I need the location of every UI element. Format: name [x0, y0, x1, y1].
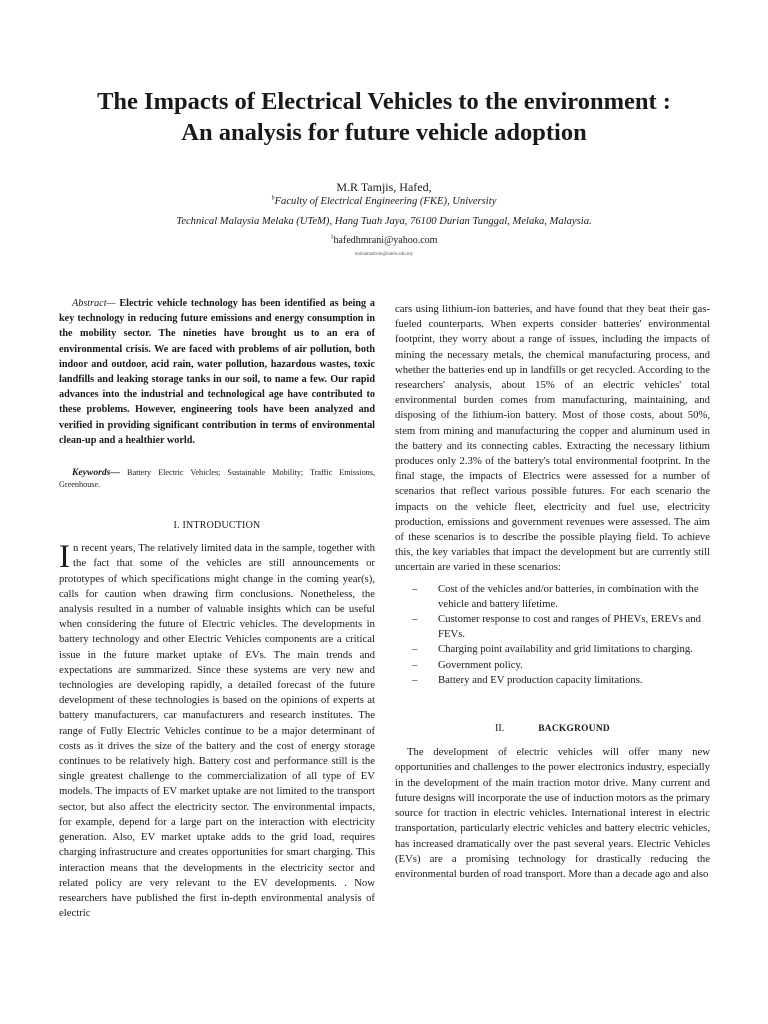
list-item-text: Battery and EV production capacity limitations.	[438, 673, 643, 686]
dash-marker: –	[412, 613, 418, 626]
background-text: The development of electric vehicles will offer many new opportunities and challenges to the power electronics industry, especially in the development of the main traction motor drive. Many current and future designs will incorporate the use of induction motors as the primary source for traction in electric vehicles. International interest in electric transportation, particularly electric vehicles and battery electric vehicles, has increased dramatically over the past several years. Electric Vehicles (EVs) are a promising technology for drastically reducing the environmental burden of road transport. More than a decade ago and also	[395, 746, 710, 880]
email-superscript: 1	[330, 234, 334, 241]
section-title: BACKGROUND	[538, 724, 610, 735]
list-item-text: Cost of the vehicles and/or batteries, in combination with the vehicle and battery lifetime.	[438, 582, 699, 610]
right-column	[395, 302, 710, 882]
list-item-text: Customer response to cost and ranges of PHEVs, EREVs and FEVs.	[438, 613, 701, 641]
abstract-paragraph	[59, 296, 375, 448]
list-item	[395, 658, 710, 673]
scenario-variables-list	[395, 582, 710, 688]
affiliation-line-2: Technical Malaysia Melaka (UTeM), Hang Tuah Jaya, 76100 Durian Tunggal, Melaka, Malaysia.	[176, 216, 592, 227]
secondary-email: mohamadrom@utem.edu.my	[354, 252, 414, 257]
affiliation-superscript: b	[271, 195, 275, 202]
email-address: hafedhmrani@yahoo.com	[333, 235, 438, 246]
introduction-text: In recent years, The relatively limited data in the sample, together with the fact that some of the vehicles are still announcements or prototypes of which specifications might change in the coming year(s), calls for caution when drawing firm conclusions. Nonetheless, the analysis resulted in a number of valuable insights which can be useful when considering the future of Electric vehicles. The developments in battery technology and other Electric Vehicles components are a critical issue in the future market uptake of EVs. The main trends and expectations are summarized. Since these systems are very new and technologies are developing rapidly, a detailed forecast of the future development of these technologies is based on the opinions of experts at battery manufacturers, car manufacturers and research institutes. The range of Fully Electric Vehicles continue to be a major determinant of costs as it drives the size of the battery and the cost of energy storage continues to be relatively high. Battery cost and performance still is the single greatest challenge to the commercialization of all type of EV models. The impacts of EV market uptake are not limited to the transport sector, but also affect the electricity sector. The environmental impacts, for example, depend for a large part on the interaction with electricity generation. Also, EV market uptake adds to the grid load, requires charging infrastructure and creates opportunities for smart charging. This interaction means that the developments in the electricity sector and related policy are very relevant to the EV developments. . Now researchers have published the first in-depth environmental analysis of electric	[59, 539, 375, 920]
dash-marker: –	[412, 582, 418, 595]
left-column	[59, 296, 375, 921]
section-heading-background	[395, 721, 710, 737]
dash-marker: –	[412, 658, 418, 671]
list-item-text: Government policy.	[438, 658, 523, 671]
title-line-1: The Impacts of Electrical Vehicles to the environment :	[97, 88, 671, 115]
list-item	[395, 673, 710, 688]
author-email	[0, 235, 768, 246]
keywords-paragraph	[59, 467, 375, 491]
keywords-text: Battery Electric Vehicles; Sustainable Mobility; Traffic Emissions, Greenhouse.	[59, 468, 375, 490]
section-heading-introduction: I. INTRODUCTION	[173, 520, 261, 532]
section-number: II.	[495, 723, 505, 735]
abstract-text: Electric vehicle technology has been identified as being a key technology in reducing future emissions and energy consumption in the mobility sector. The nineties have brought us to an era of environmental crisis. We are faced with problems of air pollution, both indoor and outdoor, acid rain, water pollution, hazardous wastes, toxic landfills and leaking storage tanks in our soil, to name a few. Our rapid advances into the industrial and technological age have contributed to these problems. However, engineering tools have been analyzed and verified in providing significant contribution in terms of environmental clean-up and a healthier world.	[59, 298, 375, 446]
dash-marker: –	[412, 673, 418, 686]
author-names: M.R Tamjis, Hafed,	[336, 180, 432, 194]
abstract-label: Abstract—	[72, 298, 116, 309]
list-item	[395, 582, 710, 612]
paper-title	[40, 86, 728, 148]
dash-marker: –	[412, 643, 418, 656]
affiliation-line-1	[0, 196, 768, 207]
list-item	[395, 612, 710, 642]
affiliation-text-1: Faculty of Electrical Engineering (FKE), University	[274, 196, 497, 207]
introduction-continuation: cars using lithium-ion batteries, and have found that they beat their gas-fueled counterparts. When experts consider batteries' environmental footprint, they worry about a range of issues, including the impacts of mining the necessary metals, the chemical manufacturing process, and whether the batteries end up in landfills or get recycled. According to the researchers' analysis, about 15% of an electric vehicles' total environmental burden comes from manufacturing, maintaining, and disposing of the lithium-ion battery. Most of those costs, about 50%, stem from mining and manufacturing the copper and aluminum used in the battery and its connecting cables. Extracting the necessary lithium produces only 2.3% of the battery's total environmental footprint. In the final stage, the impacts of Electrics were assessed for a number of scenarios that reflect various possible futures. For each scenario the impacts on the vehicle fleet, electricity and fuel use, electricity production, emissions and government revenues were assessed. The aim of these scenarios is to describe the possible playing field. To achieve this, the key variables that impact the development but are currently still uncertain are varied in these scenarios:	[395, 303, 710, 574]
list-item-text: Charging point availability and grid limitations to charging.	[438, 643, 693, 656]
list-item	[395, 642, 710, 657]
keywords-label: Keywords—	[72, 467, 120, 479]
title-line-2: An analysis for future vehicle adoption	[181, 119, 587, 146]
